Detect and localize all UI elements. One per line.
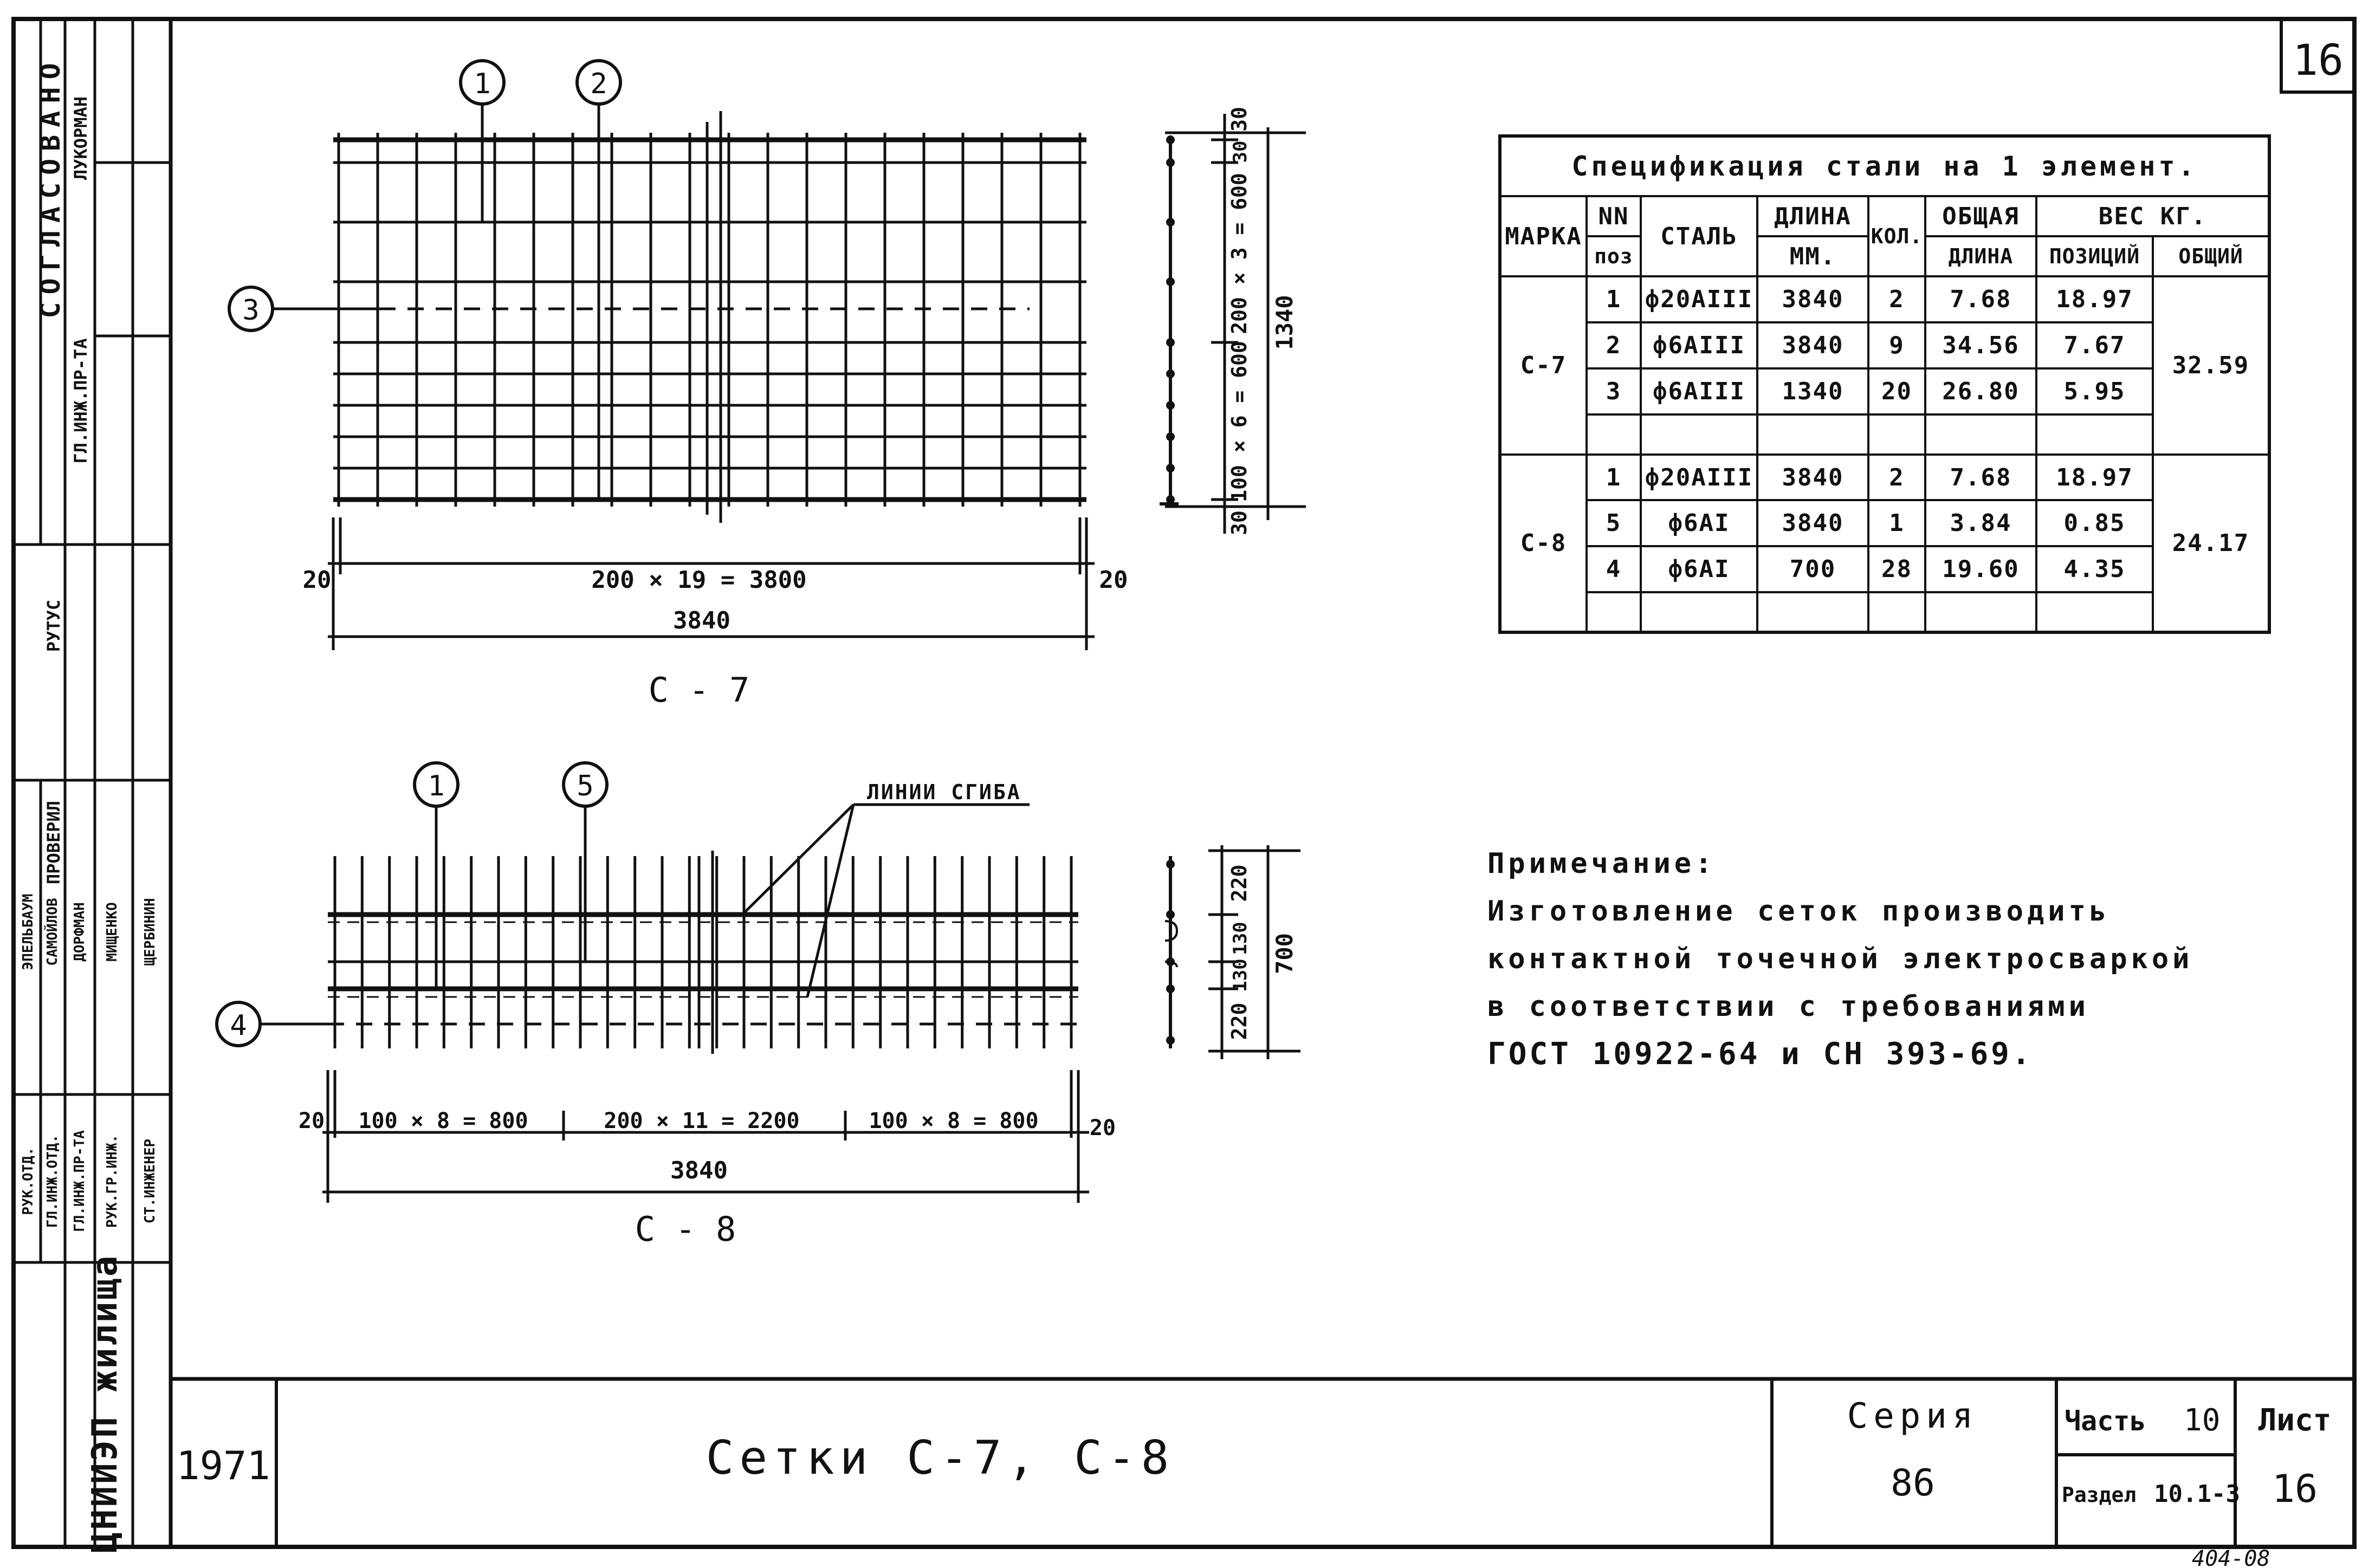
cell-count: 9 xyxy=(1868,322,1925,368)
part-value: 10 xyxy=(2184,1403,2221,1438)
title-year: 1971 xyxy=(176,1443,270,1488)
cell-steel: ф20АIII xyxy=(1641,455,1757,501)
stamp-agreed-role: ГЛ.ИНЖ.ПР-ТА xyxy=(70,338,91,464)
cell-total: 34.56 xyxy=(1925,322,2036,368)
c7-dim-end-right: 20 xyxy=(1099,566,1128,594)
cell-weight: 18.97 xyxy=(2036,455,2153,501)
c7-side-section xyxy=(1160,135,1179,504)
c8-label: С - 8 xyxy=(635,1209,736,1249)
c8-vdim-c: 130 xyxy=(1229,958,1251,992)
bottom-code: 404-08 xyxy=(2192,1546,2270,1568)
cell-weight: 5.95 xyxy=(2036,368,2153,414)
cell-steel: ф6АI xyxy=(1641,546,1757,592)
series-value: 86 xyxy=(1891,1462,1935,1505)
stamp-role-5: СТ.ИНЖЕНЕР xyxy=(142,1138,158,1224)
section-value: 10.1-3 xyxy=(2154,1480,2240,1508)
hdr-weight-item: ПОЗИЦИЙ xyxy=(2036,236,2153,276)
notes-line: контактной точечной электросваркой xyxy=(1487,943,2193,975)
cell-total: 7.68 xyxy=(1925,276,2036,322)
cell-length: 3840 xyxy=(1757,455,1868,501)
c8-dim-left: 100 × 8 = 800 xyxy=(358,1109,528,1133)
hdr-pos-top: NN xyxy=(1587,196,1641,236)
cell-pos: 5 xyxy=(1587,500,1641,546)
mesh-c7-drawing xyxy=(333,111,1086,523)
notes-line: ГОСТ 10922-64 и СН 393-69. xyxy=(1487,1036,2033,1072)
c8-dim-end-right: 20 xyxy=(1089,1116,1116,1141)
stamp-checked-name: РУТУС xyxy=(43,599,64,652)
hdr-length-top: ДЛИНА xyxy=(1757,196,1868,236)
cell-total: 7.68 xyxy=(1925,455,2036,501)
sheet-value: 16 xyxy=(2272,1467,2318,1511)
cell-length: 700 xyxy=(1757,546,1868,592)
stamp-role-3: ГЛ.ИНЖ.ПР-ТА xyxy=(72,1130,88,1232)
cell-steel: ф6АI xyxy=(1641,500,1757,546)
cell-pos: 1 xyxy=(1587,276,1641,322)
hdr-total-bottom: ДЛИНА xyxy=(1925,236,2036,276)
drawing-title: Сетки С-7, С-8 xyxy=(706,1431,1175,1485)
stamp-role-4: РУК.ГР.ИНЖ. xyxy=(104,1134,120,1228)
cell-weight-total: 32.59 xyxy=(2153,276,2269,454)
c8-vdim-total: 700 xyxy=(1271,933,1298,974)
stamp-name-2: САМОЙЛОВ xyxy=(44,898,61,966)
cell-count: 20 xyxy=(1868,368,1925,414)
cell-count: 2 xyxy=(1868,276,1925,322)
c7-vdim-upper: 200 × 3 = 600 xyxy=(1227,173,1251,334)
c7-dim-inner: 200 × 19 = 3800 xyxy=(591,566,807,594)
c8-vdim-b: 130 xyxy=(1229,922,1251,955)
stamp-name-3: ДОРФМАН xyxy=(72,902,88,962)
table-row xyxy=(1500,276,2269,322)
callout-1b: 1 xyxy=(428,770,445,802)
stamp-agreed-name: ЛУКОРМАН xyxy=(70,96,91,180)
c8-side-section xyxy=(1165,856,1177,1048)
callout-5: 5 xyxy=(577,770,594,802)
cell-pos: 2 xyxy=(1587,322,1641,368)
cell-count: 28 xyxy=(1868,546,1925,592)
hdr-length-bottom: ММ. xyxy=(1757,236,1868,276)
stamp-agreed: СОГЛАСОВАНО xyxy=(35,55,66,319)
cell-pos: 3 xyxy=(1587,368,1641,414)
c7-vdim-bottom: 30 xyxy=(1227,510,1251,535)
cell-count: 1 xyxy=(1868,500,1925,546)
cell-steel: ф6АIII xyxy=(1641,322,1757,368)
stamp-name-1: ЭПЕЛЬБАУМ xyxy=(20,893,36,970)
c8-dim-total: 3840 xyxy=(670,1157,728,1184)
notes-title: Примечание: xyxy=(1487,847,1716,880)
part-label: Часть xyxy=(2065,1405,2146,1437)
c8-bend-label: ЛИНИИ СГИБА xyxy=(867,780,1021,804)
cell-count: 2 xyxy=(1868,455,1925,501)
notes-block xyxy=(1487,840,2192,1078)
notes-line: Изготовление сеток производить xyxy=(1487,895,2111,928)
stamp-org: ЦНИИЭП жилища xyxy=(85,1253,125,1553)
c7-vdim-top: 30 xyxy=(1227,107,1251,132)
callout-3: 3 xyxy=(242,294,260,327)
c8-vdim-d: 220 xyxy=(1227,1002,1251,1040)
c7-vdim-30: 30 xyxy=(1229,140,1251,163)
cell-weight: 0.85 xyxy=(2036,500,2153,546)
hdr-weight-total: ОБЩИЙ xyxy=(2153,236,2269,276)
hdr-weight-top: ВЕС КГ. xyxy=(2036,196,2269,236)
cell-pos: 1 xyxy=(1587,455,1641,501)
c7-label: С - 7 xyxy=(648,670,750,710)
c8-dim-end-left: 20 xyxy=(298,1109,325,1133)
row-mark: С-8 xyxy=(1500,455,1587,632)
cell-pos: 4 xyxy=(1587,546,1641,592)
stamp-name-4: МИЩЕНКО xyxy=(104,902,120,962)
stamp-role-1: РУК.ОТД. xyxy=(20,1147,36,1215)
cell-length: 3840 xyxy=(1757,276,1868,322)
cell-length: 3840 xyxy=(1757,500,1868,546)
row-mark: С-7 xyxy=(1500,276,1587,454)
hdr-pos-bottom: поз xyxy=(1587,236,1641,276)
c7-vdim-total: 1340 xyxy=(1271,295,1298,350)
sheet-label: Лист xyxy=(2258,1403,2332,1438)
cell-weight: 18.97 xyxy=(2036,276,2153,322)
table-row xyxy=(1500,455,2269,501)
steel-spec-table xyxy=(1498,134,2271,634)
callout-2: 2 xyxy=(590,68,607,100)
hdr-count: КОЛ. xyxy=(1868,196,1925,276)
c7-dim-end-left: 20 xyxy=(302,566,332,594)
hdr-mark: МАРКА xyxy=(1500,196,1587,276)
c7-dim-total: 3840 xyxy=(673,607,730,634)
cell-weight: 4.35 xyxy=(2036,546,2153,592)
cell-total: 3.84 xyxy=(1925,500,2036,546)
hdr-total-top: ОБЩАЯ xyxy=(1925,196,2036,236)
cell-steel: ф20АIII xyxy=(1641,276,1757,322)
c8-vdim-a: 220 xyxy=(1227,864,1251,902)
cell-length: 3840 xyxy=(1757,322,1868,368)
c8-dim-mid: 200 × 11 = 2200 xyxy=(604,1109,800,1133)
c7-vdim-lower: 100 × 6 = 600 xyxy=(1227,341,1251,502)
section-label: Раздел xyxy=(2062,1483,2137,1507)
cell-steel: ф6АIII xyxy=(1641,368,1757,414)
sheet-number: 16 xyxy=(2293,36,2344,85)
spec-title: Спецификация стали на 1 элемент. xyxy=(1500,136,2269,196)
cell-weight-total: 24.17 xyxy=(2153,455,2269,632)
notes-line: в соответствии с требованиями xyxy=(1487,990,2089,1023)
series-label: Серия xyxy=(1847,1396,1979,1436)
c8-dim-right: 100 × 8 = 800 xyxy=(869,1109,1039,1133)
cell-total: 19.60 xyxy=(1925,546,2036,592)
cell-total: 26.80 xyxy=(1925,368,2036,414)
callout-1: 1 xyxy=(474,68,491,100)
hdr-steel: СТАЛЬ xyxy=(1641,196,1757,276)
stamp-checked: ПРОВЕРИЛ xyxy=(43,800,64,885)
callout-4: 4 xyxy=(230,1009,247,1042)
stamp-role-2: ГЛ.ИНЖ.ОТД. xyxy=(44,1134,61,1228)
cell-weight: 7.67 xyxy=(2036,322,2153,368)
stamp-name-5: ЩЕРБИНИН xyxy=(142,898,158,966)
cell-length: 1340 xyxy=(1757,368,1868,414)
